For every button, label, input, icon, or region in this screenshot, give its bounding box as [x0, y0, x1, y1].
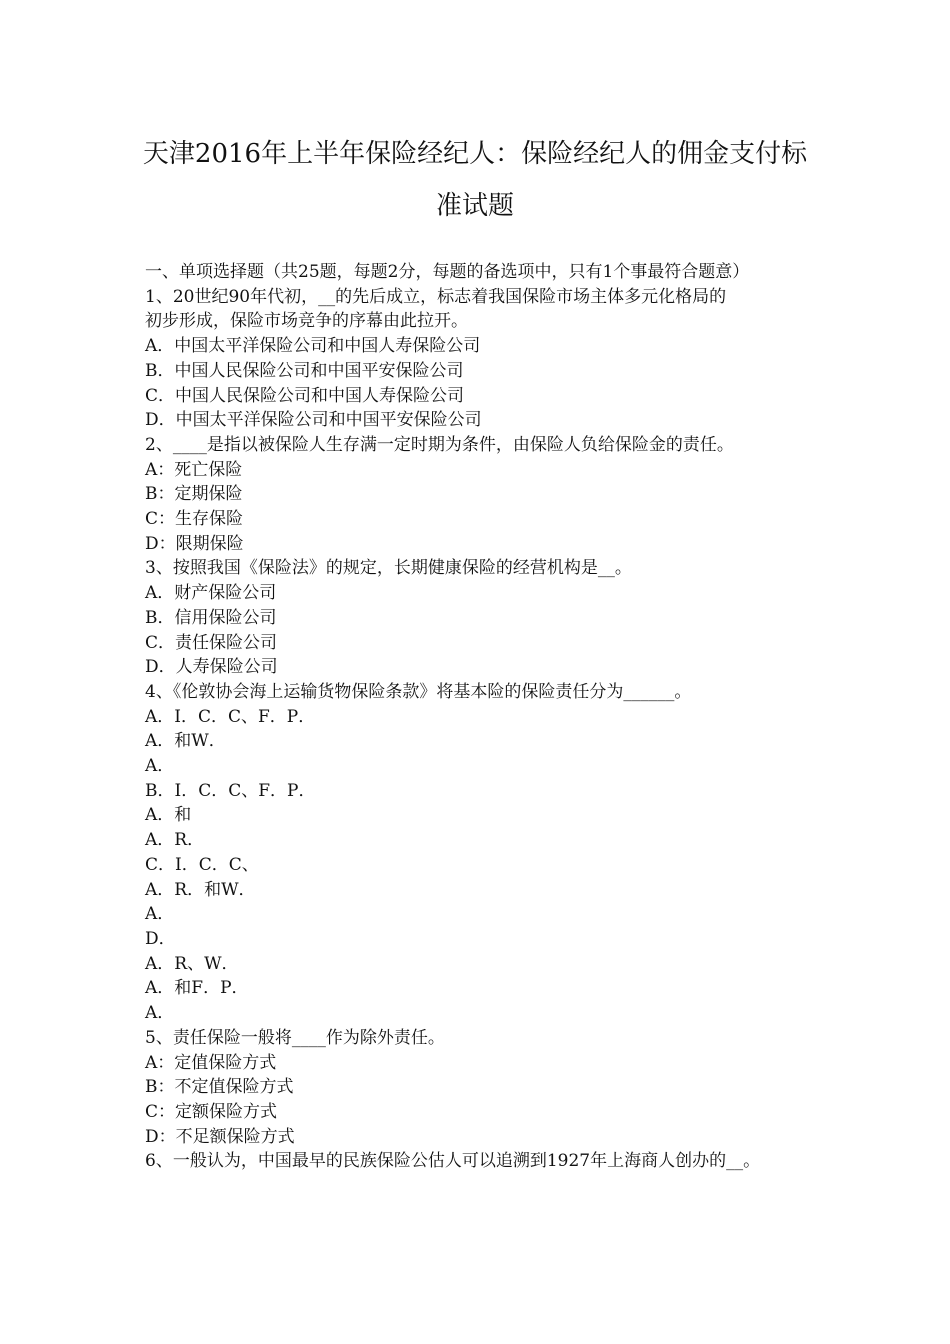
text-line: C：生存保险	[145, 509, 244, 530]
text-line: 1、20世纪90年代初，__的先后成立，标志着我国保险市场主体多元化格局的	[145, 286, 727, 307]
text-line: C．中国人民保险公司和中国人寿保险公司	[145, 385, 465, 406]
question-list	[145, 285, 825, 1174]
text-line: B：不定值保险方式	[145, 1077, 294, 1098]
text-line: B：定期保险	[145, 484, 243, 505]
text-line: A．和	[145, 805, 192, 826]
text-line: B．中国人民保险公司和中国平安保险公司	[145, 360, 464, 381]
title-line-1: 天津2016年上半年保险经纪人：保险经纪人的佣金支付标	[142, 139, 808, 169]
text-line: D．	[145, 928, 176, 949]
text-line: D．人寿保险公司	[145, 657, 278, 678]
text-line: 3、按照我国《保险法》的规定，长期健康保险的经营机构是__。	[145, 558, 632, 579]
document-title	[100, 128, 850, 232]
text-line: A．I．C．C、F．P．	[145, 706, 316, 727]
text-line: D．中国太平洋保险公司和中国平安保险公司	[145, 410, 482, 431]
text-line: D：限期保险	[145, 533, 244, 554]
text-line: C：定额保险方式	[145, 1101, 278, 1122]
text-line: D：不足额保险方式	[145, 1126, 295, 1147]
text-line: C．I．C．C、	[145, 854, 259, 875]
section-header: 一、单项选择题（共25题，每题2分，每题的备选项中，只有1个事最符合题意）	[145, 262, 750, 282]
text-line: B．I．C．C、F．P．	[145, 780, 316, 801]
text-line: A．和F．P．	[145, 978, 249, 999]
text-line: A．中国太平洋保险公司和中国人寿保险公司	[145, 336, 481, 357]
text-line: 初步形成，保险市场竞争的序幕由此拉开。	[145, 311, 468, 332]
text-line: A：死亡保险	[145, 459, 243, 480]
text-line: A．	[145, 1003, 175, 1024]
text-line: A．	[145, 904, 175, 925]
text-line: A．R．	[145, 830, 205, 851]
text-line: B．信用保险公司	[145, 607, 277, 628]
text-line: A．	[145, 756, 175, 777]
text-line: A．R．和W．	[145, 879, 256, 900]
text-line: 5、责任保险一般将____作为除外责任。	[145, 1027, 445, 1048]
text-line: 4、《伦敦协会海上运输货物保险条款》将基本险的保险责任分为______。	[145, 681, 692, 702]
text-line: 6、一般认为，中国最早的民族保险公估人可以追溯到1927年上海商人创办的__。	[145, 1151, 761, 1172]
text-line: A：定值保险方式	[145, 1052, 277, 1073]
text-line: A．R、W．	[145, 953, 239, 974]
document-body	[145, 260, 825, 1174]
text-line: C．责任保险公司	[145, 632, 278, 653]
title-line-2: 准试题	[435, 191, 514, 221]
text-line: A．财产保险公司	[145, 583, 277, 604]
text-line: A．和W．	[145, 731, 226, 752]
text-line: 2、____是指以被保险人生存满一定时期为条件，由保险人负给保险金的责任。	[145, 434, 734, 455]
